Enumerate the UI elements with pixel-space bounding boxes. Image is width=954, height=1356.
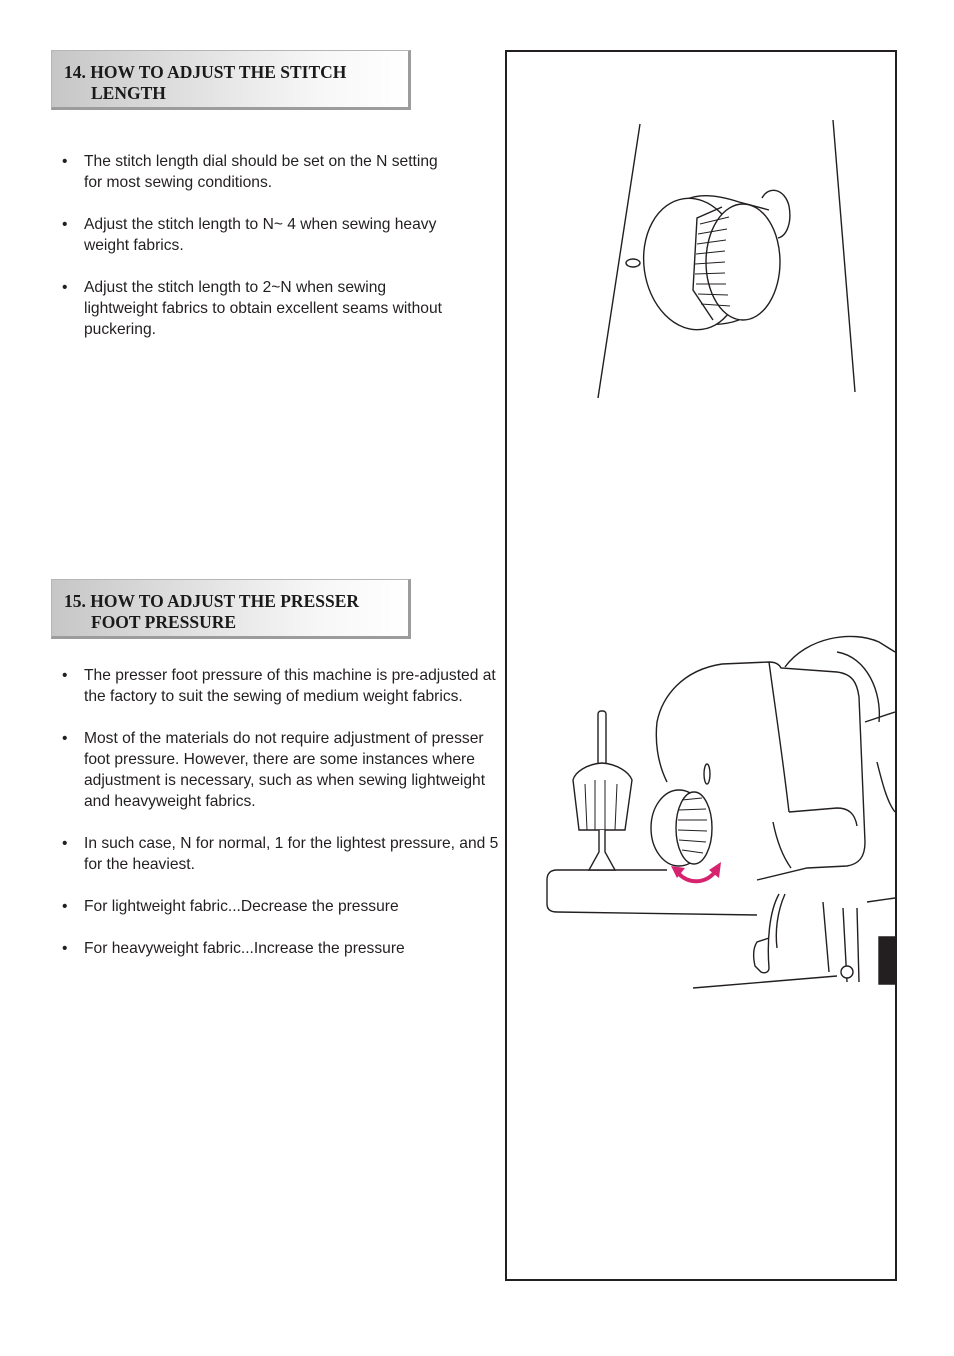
bullet-icon: •: [62, 216, 68, 233]
stitch-length-dial-illustration: [507, 52, 895, 432]
list-item-text: For lightweight fabric...Decrease the pressure: [84, 898, 399, 915]
list-item: [62, 833, 502, 875]
rotation-arrow-icon: [667, 852, 727, 892]
list-item-text: The presser foot pressure of this machine is pre-adjusted at the factory to suit the sewing of medium weight fabrics.: [84, 667, 496, 705]
list-item: [62, 665, 502, 707]
list-item-text: Adjust the stitch length to N~ 4 when sewing heavy weight fabrics.: [84, 216, 437, 254]
section-15-bullet-list: [62, 665, 502, 959]
list-item: [62, 151, 442, 193]
bullet-icon: •: [62, 153, 68, 170]
list-item: [62, 938, 502, 959]
bullet-icon: •: [62, 898, 68, 915]
section-15-heading: [51, 579, 411, 639]
list-item-text: For heavyweight fabric...Increase the pressure: [84, 940, 405, 957]
illustration-panel: [505, 50, 897, 1281]
section-14-heading-line2: LENGTH: [91, 83, 166, 103]
list-item-text: Adjust the stitch length to 2~N when sewing lightweight fabrics to obtain excellent seams without puckering.: [84, 279, 442, 338]
list-item-text: Most of the materials do not require adjustment of presser foot pressure. However, there are some instances where adjustment is necessary, such as when sewing lightweight and heavyweight fabrics.: [84, 730, 486, 810]
section-15-heading-line1: 15. HOW TO ADJUST THE PRESSER: [64, 591, 360, 611]
bullet-icon: •: [62, 667, 68, 684]
list-item-text: The stitch length dial should be set on the N setting for most sewing conditions.: [84, 153, 438, 191]
bullet-icon: •: [62, 730, 68, 747]
section-14-heading-line1: 14. HOW TO ADJUST THE STITCH: [64, 62, 347, 82]
list-item-text: In such case, N for normal, 1 for the lightest pressure, and 5 for the heaviest.: [84, 835, 499, 873]
presser-foot-pressure-illustration: [507, 612, 895, 1032]
list-item: [62, 896, 502, 917]
bullet-icon: •: [62, 940, 68, 957]
bullet-icon: •: [62, 835, 68, 852]
section-14-bullet-list: [62, 151, 442, 340]
section-15-heading-line2: FOOT PRESSURE: [91, 612, 237, 632]
list-item: [62, 728, 502, 812]
list-item: [62, 277, 442, 340]
list-item: [62, 214, 442, 256]
bullet-icon: •: [62, 279, 68, 296]
section-14-heading: [51, 50, 411, 110]
